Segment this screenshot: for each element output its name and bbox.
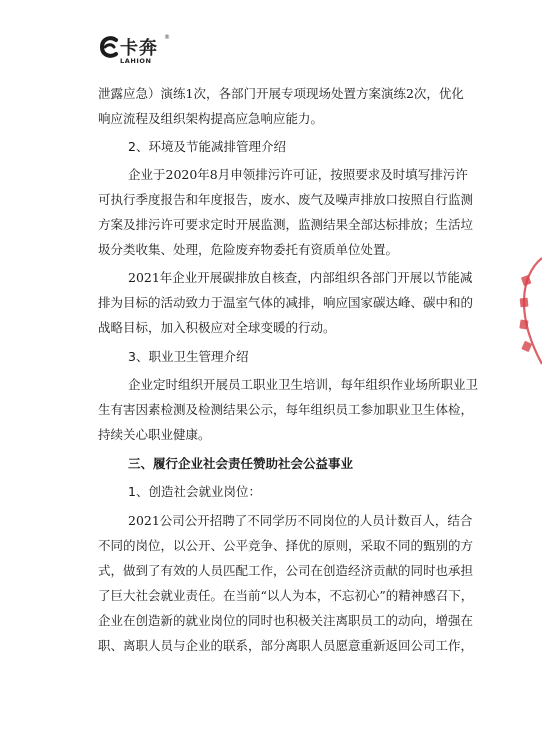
seal-stamp-partial xyxy=(512,256,542,366)
paragraph-line: 2021公司公开招聘了不同学历不同岗位的人员计数百人，结合 xyxy=(128,513,473,528)
paragraph-line: 式，做到了有效的人员匹配工作，公司在创造经济贡献的同时也承担 xyxy=(98,563,473,578)
paragraph-line: 企业在创造新的就业岗位的同时也积极关注离职员工的动向，增强在 xyxy=(98,613,473,628)
paragraph-line: 排为目标的活动致力于温室气体的减排，响应国家碳达峰、碳中和的 xyxy=(98,295,473,310)
paragraph-line: 不同的岗位，以公开、公平竞争、择优的原则，采取不同的甄别的方 xyxy=(98,538,473,553)
paragraph-line: 2021年企业开展碳排放自核查，内部组织各部门开展以节能减 xyxy=(128,270,473,285)
paragraph-line: 方案及排污许可要求定时开展监测，监测结果全部达标排放；生活垃 xyxy=(98,217,473,232)
paragraph-line: 可执行季度报告和年度报告，废水、废气及噪声排放口按照自行监测 xyxy=(98,192,473,207)
paragraph-line: 战略目标，加入积极应对全球变暖的行动。 xyxy=(98,320,336,335)
paragraph-line: 企业于2020年8月申领排污许可证，按照要求及时填写排污许 xyxy=(128,167,468,182)
logo-brand-en: LAHION xyxy=(120,57,152,65)
paragraph-line: 圾分类收集、处理，危险废弃物委托有资质单位处置。 xyxy=(98,242,399,257)
paragraph-line: 泄露应急）演练1次，各部门开展专项现场处置方案演练2次，优化 xyxy=(98,86,464,101)
paragraph-line: 持续关心职业健康。 xyxy=(98,427,211,442)
section-heading: 3、职业卫生管理介绍 xyxy=(128,349,249,364)
section-heading: 1、创造社会就业岗位： xyxy=(128,484,261,499)
paragraph-line: 响应流程及组织架构提高应急响应能力。 xyxy=(98,111,324,126)
paragraph-line: 企业定时组织开展员工职业卫生培训，每年组织作业场所职业卫 xyxy=(128,377,479,392)
logo-trademark: ® xyxy=(164,34,170,41)
logo-brand-cn: 卡奔 xyxy=(120,38,158,59)
section-heading: 2、环境及节能减排管理介绍 xyxy=(128,139,286,154)
paragraph-line: 职、离职人员与企业的联系，部分离职人员愿意重新返回公司工作， xyxy=(98,638,473,653)
paragraph-line: 了巨大社会就业责任。在当前“以人为本，不忘初心”的精神感召下， xyxy=(98,588,473,603)
chapter-heading: 三、履行企业社会责任赞助社会公益事业 xyxy=(128,456,354,471)
paragraph-line: 生有害因素检测及检测结果公示，每年组织员工参加职业卫生体检， xyxy=(98,402,473,417)
company-logo xyxy=(98,30,178,70)
